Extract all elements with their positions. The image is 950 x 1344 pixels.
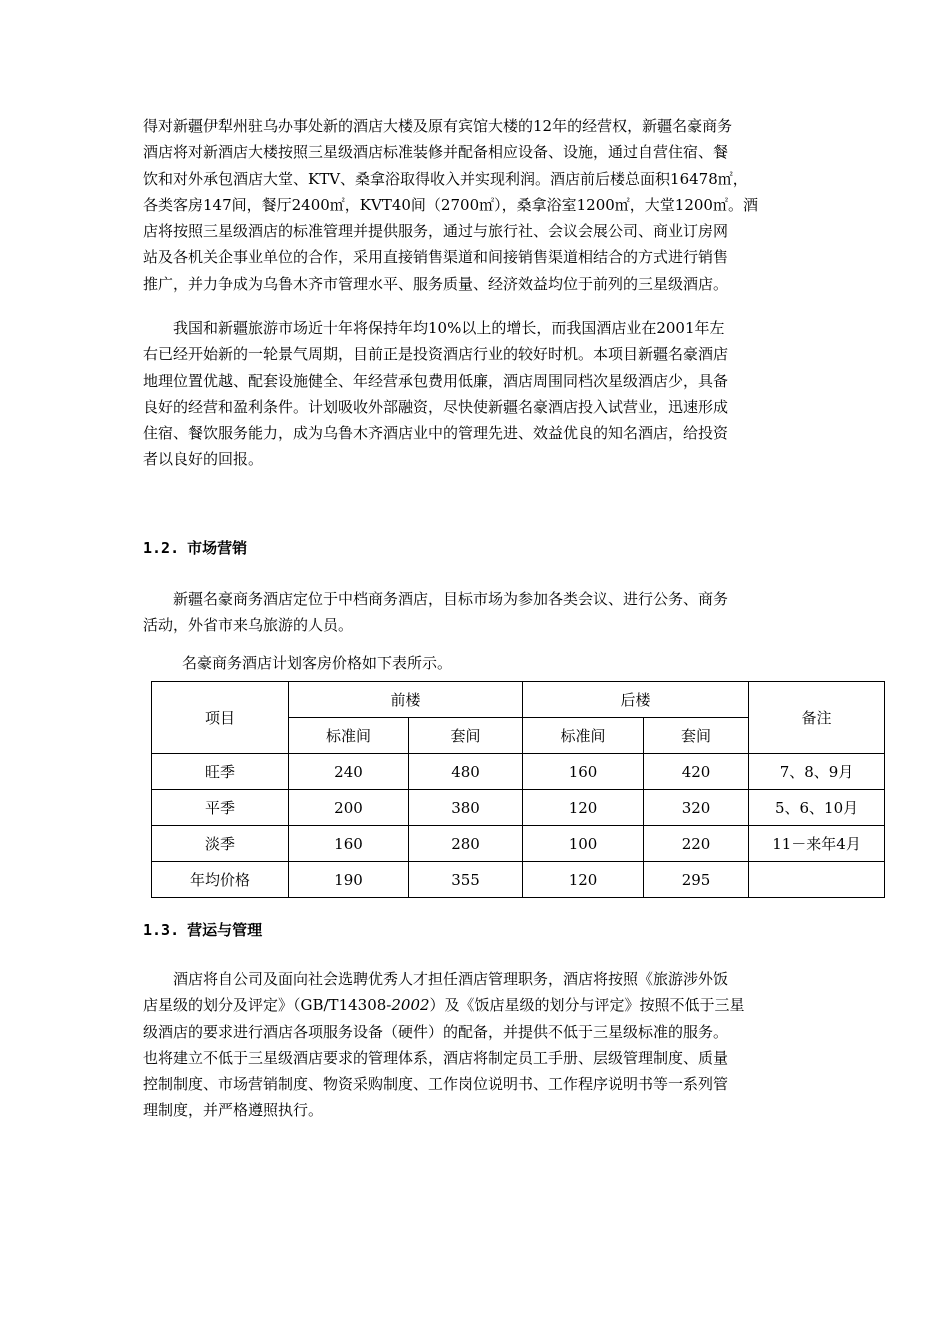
cell-remark (749, 862, 885, 898)
text-segment: ）及《饭店星级的划分与评定》按照不低于三星 (429, 996, 745, 1015)
text-line: 饮和对外承包酒店大堂、KTV、桑拿浴取得收入并实现利润。酒店前后楼总面积16478㎡， (143, 169, 748, 188)
text-line: 推广，并力争成为乌鲁木齐市管理水平、服务质量、经济效益均位于前列的三星级酒店。 (143, 274, 729, 293)
row-label: 平季 (152, 790, 289, 826)
text-line: 活动，外省市来乌旅游的人员。 (143, 616, 354, 635)
row-label: 年均价格 (152, 862, 289, 898)
cell-remark: 5、6、10月 (749, 790, 885, 826)
cell-front-suite: 280 (409, 826, 523, 862)
table-row (152, 862, 885, 898)
text-line: 店将按照三星级酒店的标准管理并提供服务，通过与旅行社、会议会展公司、商业订房网 (143, 222, 729, 241)
table-row (152, 754, 885, 790)
section-heading-operations (143, 920, 262, 940)
cell-remark: 7、8、9月 (749, 754, 885, 790)
text-line: 酒店将自公司及面向社会选聘优秀人才担任酒店管理职务，酒店将按照《旅游涉外饭 (173, 970, 729, 988)
cell-back-standard: 100 (523, 826, 644, 862)
text-line: 控制制度、市场营销制度、物资采购制度、工作岗位说明书、工作程序说明书等一系列管 (143, 1075, 729, 1094)
text-line: 各类客房147间，餐厅2400㎡，KVT40间（2700㎡），桑拿浴室1200㎡，大堂1200㎡。酒 (143, 195, 758, 214)
room-rate-table (151, 681, 885, 898)
text-line (143, 992, 809, 1018)
table-header-row (152, 682, 885, 718)
header-back-suite: 套间 (644, 718, 749, 754)
header-item: 项目 (152, 682, 289, 754)
cell-front-suite: 480 (409, 754, 523, 790)
cell-front-standard: 190 (289, 862, 409, 898)
row-label: 旺季 (152, 754, 289, 790)
header-front-suite: 套间 (409, 718, 523, 754)
cell-back-standard: 120 (523, 862, 644, 898)
section-heading-marketing (143, 538, 247, 558)
marketing-paragraph (143, 586, 809, 639)
text-line: 酒店将对新酒店大楼按照三星级酒店标准装修并配备相应设备、设施，通过自营住宿、餐 (143, 143, 729, 162)
row-label: 淡季 (152, 826, 289, 862)
header-front-standard: 标准间 (289, 718, 409, 754)
text-line: 新疆名豪商务酒店定位于中档商务酒店，目标市场为参加各类会议、进行公务、商务 (173, 590, 729, 608)
text-line: 地理位置优越、配套设施健全、年经营承包费用低廉，酒店周围同档次星级酒店少，具备 (143, 371, 729, 390)
text-line: 也将建立不低于三星级酒店要求的管理体系，酒店将制定员工手册、层级管理制度、质量 (143, 1048, 729, 1067)
cell-front-standard: 240 (289, 754, 409, 790)
text-line: 得对新疆伊犁州驻乌办事处新的酒店大楼及原有宾馆大楼的12年的经营权，新疆名豪商务 (143, 117, 733, 135)
section-title: 市场营销 (187, 539, 248, 557)
text-line: 右已经开始新的一轮景气周期，目前正是投资酒店行业的较好时机。本项目新疆名豪酒店 (143, 345, 729, 364)
header-back-building: 后楼 (523, 682, 749, 718)
header-back-standard: 标准间 (523, 718, 644, 754)
text-line: 理制度，并严格遵照执行。 (143, 1101, 324, 1120)
table-row (152, 826, 885, 862)
section-number: 1.3. (143, 921, 180, 939)
cell-front-standard: 200 (289, 790, 409, 826)
cell-back-standard: 160 (523, 754, 644, 790)
cell-front-suite: 355 (409, 862, 523, 898)
cell-front-standard: 160 (289, 826, 409, 862)
cell-front-suite: 380 (409, 790, 523, 826)
intro-paragraph (143, 113, 809, 297)
text-segment: 店星级的划分及评定》（GB/T14308- (143, 996, 392, 1015)
text-line: 者以良好的回报。 (143, 450, 264, 469)
operations-paragraph (143, 966, 809, 1124)
section-number: 1.2. (143, 539, 180, 557)
cell-remark: 11－来年4月 (749, 826, 885, 862)
text-line: 站及各机关企事业单位的合作，采用直接销售渠道和间接销售渠道相结合的方式进行销售 (143, 248, 729, 267)
table-row (152, 790, 885, 826)
table-caption: 名豪商务酒店计划客房价格如下表所示。 (182, 654, 453, 672)
cell-back-suite: 320 (644, 790, 749, 826)
cell-back-suite: 420 (644, 754, 749, 790)
cell-back-suite: 295 (644, 862, 749, 898)
header-front-building: 前楼 (289, 682, 523, 718)
cell-back-standard: 120 (523, 790, 644, 826)
text-line: 住宿、餐饮服务能力，成为乌鲁木齐酒店业中的管理先进、效益优良的知名酒店，给投资 (143, 424, 729, 443)
cell-back-suite: 220 (644, 826, 749, 862)
market-outlook-paragraph (143, 315, 809, 473)
text-line: 级酒店的要求进行酒店各项服务设备（硬件）的配备，并提供不低于三星级标准的服务。 (143, 1022, 729, 1041)
section-title: 营运与管理 (187, 921, 263, 939)
standard-year: 2002 (391, 996, 430, 1015)
text-line: 良好的经营和盈利条件。计划吸收外部融资，尽快使新疆名豪酒店投入试营业，迅速形成 (143, 397, 729, 416)
header-remark: 备注 (749, 682, 885, 754)
text-line: 我国和新疆旅游市场近十年将保持年均10%以上的增长，而我国酒店业在2001年左 (173, 319, 725, 337)
